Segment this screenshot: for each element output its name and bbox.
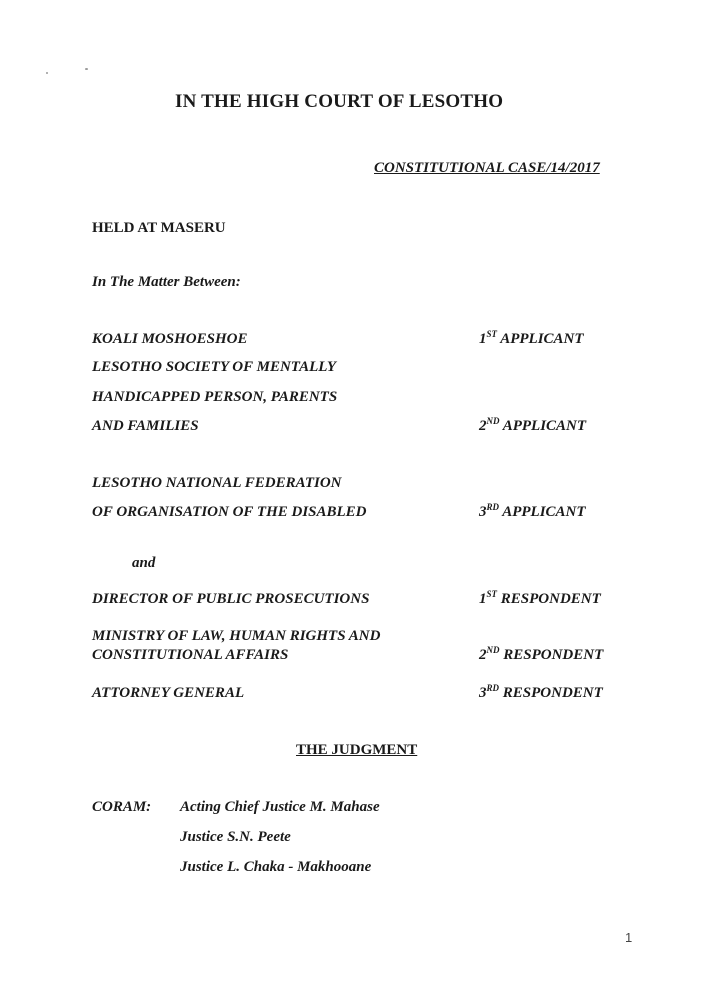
- court-title: IN THE HIGH COURT OF LESOTHO: [175, 91, 504, 112]
- page-number: 1: [625, 930, 633, 945]
- role-suffix: ND: [486, 645, 500, 655]
- role-label: RESPONDENT: [502, 685, 603, 701]
- coram-judge: Acting Chief Justice M. Mahase: [180, 799, 380, 815]
- role-label: APPLICANT: [502, 418, 587, 434]
- role-ordinal: 3: [479, 685, 487, 701]
- judgment-heading: THE JUDGMENT: [296, 742, 418, 758]
- role-ordinal: 2: [479, 418, 487, 434]
- applicant-2-name-line: LESOTHO SOCIETY OF MENTALLY: [92, 359, 337, 375]
- applicant-2-name-line: HANDICAPPED PERSON, PARENTS: [92, 389, 338, 405]
- respondent-3-name: ATTORNEY GENERAL: [92, 685, 245, 701]
- role-suffix: ST: [486, 589, 498, 599]
- coram-label: CORAM:: [92, 799, 152, 815]
- coram-judge: Justice L. Chaka - Makhooane: [180, 859, 372, 875]
- applicant-3-name-line: OF ORGANISATION OF THE DISABLED: [92, 504, 367, 520]
- case-number: CONSTITUTIONAL CASE/14/2017: [374, 160, 600, 176]
- applicant-3-role: [479, 504, 586, 521]
- coram-judge: Justice S.N. Peete: [180, 829, 291, 845]
- role-suffix: ST: [486, 329, 498, 339]
- role-suffix: RD: [486, 683, 500, 693]
- applicant-2-name-line: AND FAMILIES: [92, 418, 199, 434]
- role-label: RESPONDENT: [500, 591, 601, 607]
- respondent-2-name-line: MINISTRY OF LAW, HUMAN RIGHTS AND: [92, 628, 381, 644]
- scan-speck: [46, 72, 48, 74]
- role-ordinal: 3: [479, 504, 487, 520]
- role-label: RESPONDENT: [503, 647, 604, 663]
- matter-between: In The Matter Between:: [92, 274, 241, 290]
- scan-speck: [85, 68, 88, 70]
- role-ordinal: 2: [479, 647, 487, 663]
- held-at: HELD AT MASERU: [92, 220, 226, 236]
- applicant-2-role: [479, 418, 586, 435]
- role-suffix: RD: [486, 502, 500, 512]
- role-ordinal: 1: [479, 331, 487, 347]
- applicant-3-name-line: LESOTHO NATIONAL FEDERATION: [92, 475, 342, 491]
- role-suffix: ND: [486, 416, 500, 426]
- role-label: APPLICANT: [500, 331, 584, 347]
- respondent-1-role: [479, 591, 601, 608]
- conjunction: and: [132, 555, 156, 571]
- applicant-1-role: [479, 331, 584, 348]
- applicant-1-name: KOALI MOSHOESHOE: [92, 331, 248, 347]
- role-label: APPLICANT: [502, 504, 586, 520]
- respondent-1-name: DIRECTOR OF PUBLIC PROSECUTIONS: [92, 591, 370, 607]
- role-ordinal: 1: [479, 591, 487, 607]
- respondent-2-name-line: CONSTITUTIONAL AFFAIRS: [92, 647, 289, 663]
- respondent-2-role: [479, 647, 603, 664]
- respondent-3-role: [479, 685, 603, 702]
